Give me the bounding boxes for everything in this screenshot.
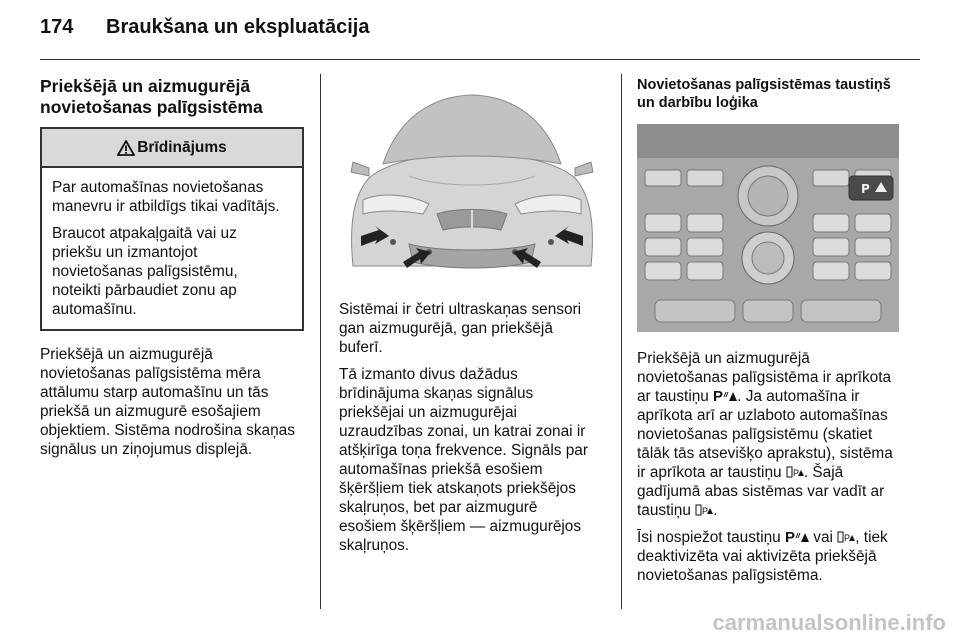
svg-text:P: P [785, 529, 796, 543]
section-heading: Priekšējā un aizmugurējā novietošanas palīgsistēma [40, 76, 263, 117]
header-rule [40, 59, 920, 60]
warning-paragraph: Par automašīnas novietošanas manevru ir atbildīgs tikai vadītājs. [52, 179, 280, 215]
page-number: 174 [40, 16, 74, 38]
watermark: carmanualsonline.info [712, 610, 946, 635]
svg-text:P: P [792, 468, 799, 478]
middle-column [339, 300, 609, 563]
park-assist-button-label: P [861, 182, 870, 196]
body-paragraph: Tā izmanto divus dažādus brīdinājuma skaņas signālus priekšējai un aizmugurējai uzraudzības zonai, un katrai zonai ir atšķirīga toņa frekvence. Signāls par automašīnas priekšā esošiem šķēršļiem tiek atskaņots priekšējos skaļruņos, bet par aizmugurē esošiem šķēršļiem — aizmugurējos skaļruņos. [339, 366, 588, 554]
body-paragraph: Īsi nospiežot taustiņu P vai P , tiek deaktivizēta vai aktivizēta priekšējā novietošanas palīgsistēma. [637, 529, 888, 584]
car-sensor-illustration [339, 76, 605, 286]
control-panel-photo [637, 124, 899, 332]
right-column-body [637, 349, 927, 593]
svg-text:P: P [702, 506, 709, 516]
warning-body [42, 168, 302, 329]
advanced-park-assist-icon [786, 466, 804, 478]
right-column [637, 76, 923, 112]
warning-paragraph: Braucot atpakaļgaitā vai uz priekšu un izmantojot novietošanas palīgsistēmu, noteikti pārbaudiet zonu ap automašīnu. [52, 225, 238, 318]
park-assist-p-icon [713, 388, 737, 402]
warning-title: Brīdinājums [137, 139, 227, 156]
page-header [40, 16, 369, 39]
column-divider-right [621, 74, 622, 609]
column-divider-left [320, 74, 321, 609]
body-paragraph: Sistēmai ir četri ultraskaņas sensori gan aizmugurējā, gan priekšējā buferī. [339, 301, 582, 356]
svg-text:P: P [844, 533, 851, 543]
page-title: Braukšana un ekspluatācija [106, 16, 370, 38]
left-column [40, 76, 308, 467]
svg-text:P: P [713, 388, 724, 402]
warning-triangle-icon [117, 140, 135, 156]
body-paragraph: Priekšējā un aizmugurējā novietošanas palīgsistēma mēra attālumu starp automašīnu un tās priekšā un aizmugurē esošajiem objektiem. Sistēma nodrošina skaņas signālus un ziņojumus displejā. [40, 346, 295, 458]
body-paragraph: Priekšējā un aizmugurējā novietošanas palīgsistēma ir aprīkota ar taustiņu P . Ja automašīna ir aprīkota arī ar uzlaboto automašīnas novietošanas palīgsistēmu (skatiet tālāk tās atsevišķo aprakstu), sistēma ir aprīkota ar taustiņu P . Šajā gadījumā abas sistēmas var vadīt ar taustiņu P . [637, 350, 893, 519]
park-assist-p-icon [785, 529, 809, 543]
advanced-park-assist-icon [837, 531, 855, 543]
warning-box [40, 127, 304, 331]
section-subheading: Novietošanas palīgsistēmas taustiņš un darbību loģika [637, 77, 891, 111]
warning-header [42, 129, 302, 168]
advanced-park-assist-icon [695, 504, 713, 516]
